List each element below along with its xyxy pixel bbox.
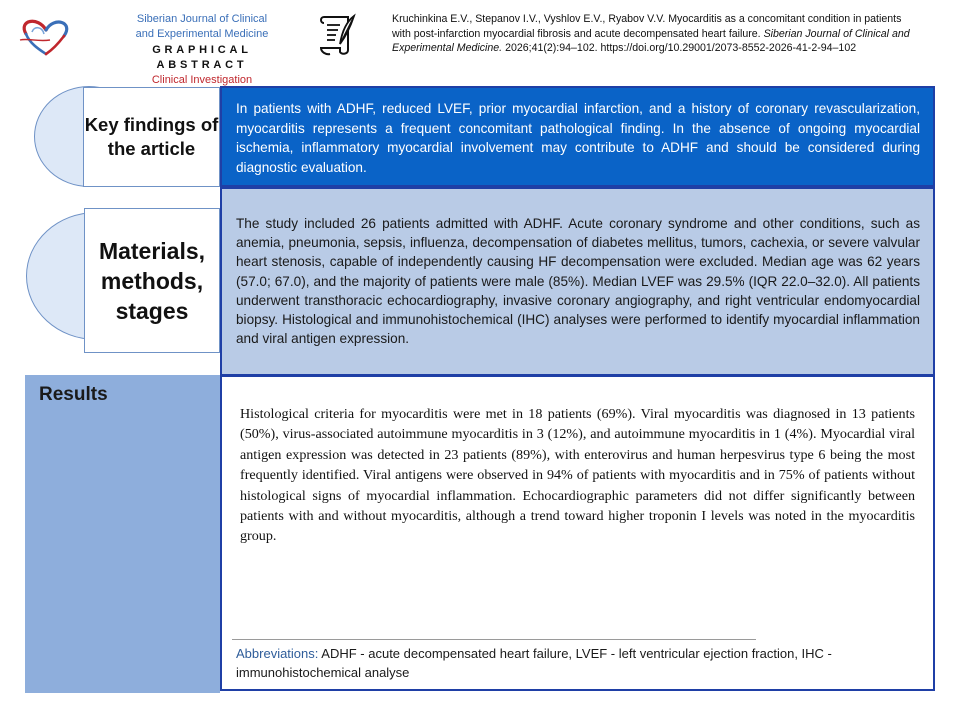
key-findings-text: In patients with ADHF, reduced LVEF, prior myocardial infarction, and a history of coronary revascularization, myocarditis represents a frequent concomitant pathological finding. In the absence of ongoing myocardial ischemia, inflammatory myocardial involvement may contribute to ADHF and should be considered during diagnostic evaluation. [236, 101, 920, 175]
journal-header [104, 12, 300, 88]
citation-details: 2026;41(2):94–102. https://doi.org/10.29001/2073-8552-2026-41-2-94–102 [505, 42, 857, 55]
citation [392, 12, 912, 56]
journal-name-line2: and Experimental Medicine [135, 28, 269, 40]
journal-logo-icon [16, 14, 114, 58]
divider [232, 639, 756, 640]
materials-heading: Materials, methods, stages [84, 208, 220, 353]
results-heading: Results [39, 384, 108, 405]
abbreviations-label: Abbreviations: [236, 646, 319, 661]
materials-panel [220, 187, 935, 376]
results-text: Histological criteria for myocarditis were met in 18 patients (69%). Viral myocarditis was diagnosed in 13 patients (50%), virus-associated autoimmune myocarditis in 3 (12%), and autoimmune myocarditis in 1 (4%). Myocardial viral antigen expression was detected in 23 patients (89%), with enterovirus and human herpesvirus type 6 being the most frequently identified. Viral antigens were observed in 94% of patients with myocarditis and in 75% of patients without histological signs of myocardial inflammation. Echocardiographic parameters did not differ significantly between patients with and without myocarditis, although a trend toward higher troponin I levels was noted in the myocarditis group. [240, 406, 915, 545]
key-findings-panel [220, 86, 935, 187]
citation-journal: Siberian Journal of Clinical and Experimental Medicine. [392, 27, 910, 55]
document-scroll-icon [316, 12, 358, 58]
citation-authors: Kruchinkina E.V., Stepanov I.V., Vyshlov E.V., Ryabov V.V. Myocarditis as a concomitant condition in patients with post-infarction myocardial fibrosis and acute decompensated heart failure. [392, 13, 902, 40]
section-label: Clinical Investigation [151, 74, 253, 86]
materials-text: The study included 26 patients admitted with ADHF. Acute coronary syndrome and other conditions, such as anemia, pneumonia, sepsis, influenza, decompensation of diabetes mellitus, tumors, cachexia, or severe valvular heart stenosis, capable of independently causing HF decompensation were excluded. Median age was 62 years (57.0; 67.0), and the majority of patients were male (85%). Median LVEF was 29.5% (IQR 22.0–32.0). All patients underwent transthoracic echocardiography, invasive coronary angiography, and right ventricular endomyocardial biopsy. Histological and immunohistochemical (IHC) analyses were performed to identify myocardial inflammation and viral antigen expression. [236, 216, 920, 347]
abbreviations [236, 645, 926, 682]
results-sidebar [25, 375, 220, 693]
abbreviations-text: ADHF - acute decompensated heart failure, LVEF - left ventricular ejection fraction, IHC - immunohistochemical analyse [236, 646, 832, 680]
results-panel [220, 375, 935, 691]
key-findings-heading: Key findings of the article [83, 87, 220, 187]
journal-name-line1: Siberian Journal of Clinical [136, 13, 268, 25]
graphical-abstract-label: GRAPHICAL ABSTRACT [152, 44, 252, 71]
